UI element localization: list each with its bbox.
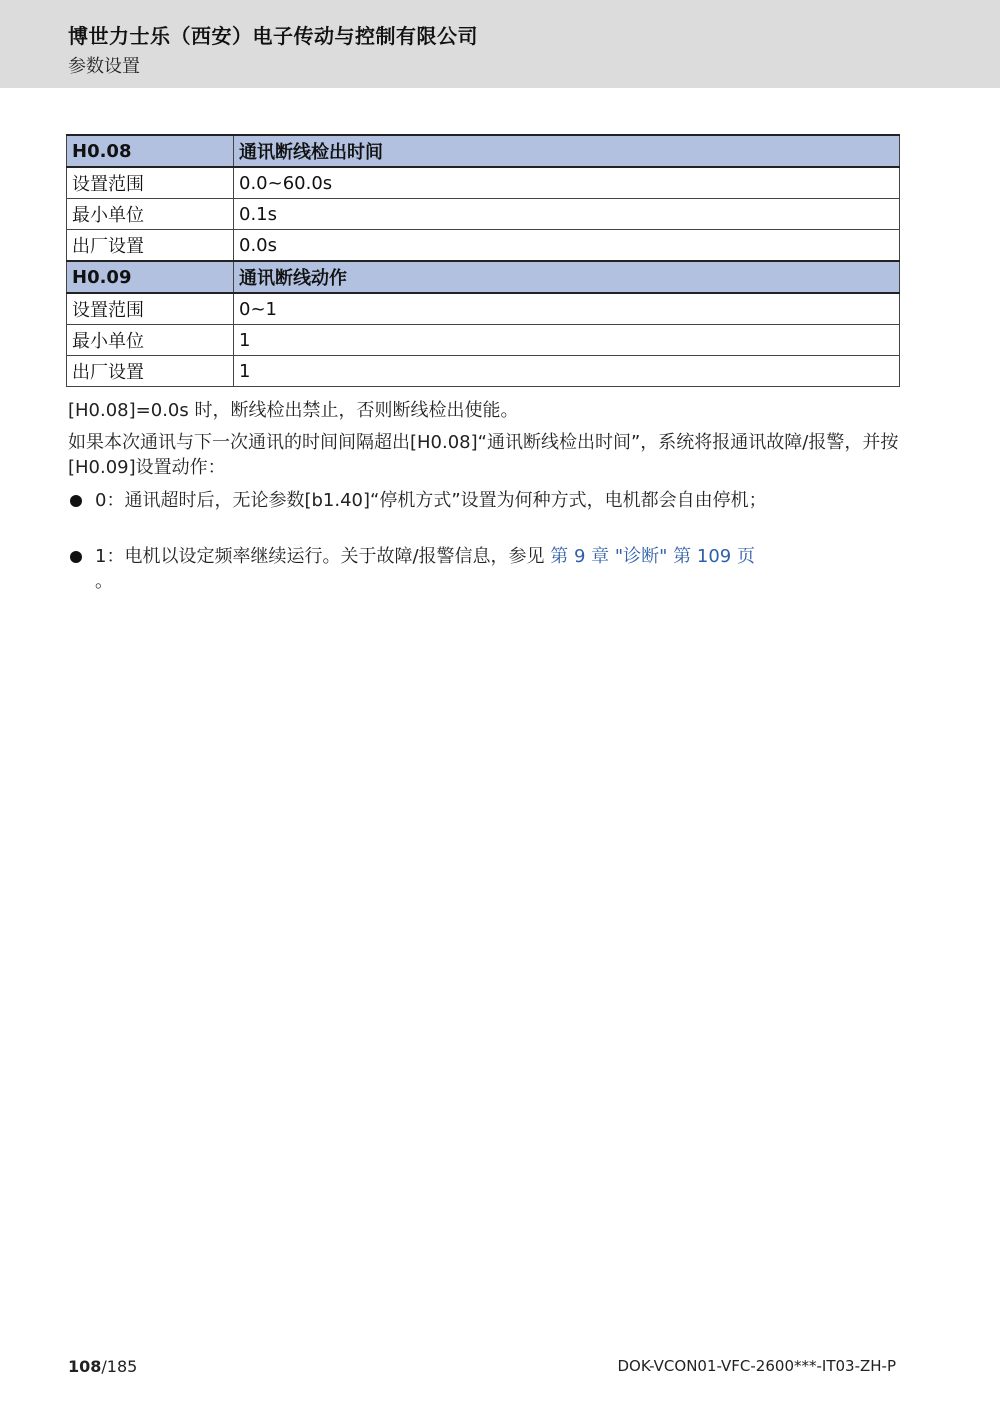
row-label: 最小单位 [67, 199, 234, 230]
page-number [68, 1357, 137, 1376]
table-row [67, 230, 900, 262]
row-value: 0.0s [234, 230, 900, 262]
document-id: DOK-VCON01-VFC-2600***-IT03-ZH-P [617, 1357, 896, 1375]
row-value: 0.1s [234, 199, 900, 230]
paragraph-timeout-description: 如果本次通讯与下一次通讯的时间间隔超出[H0.08]“通讯断线检出时间”，系统将报通讯故障/报警，并按[H0.09]设置动作： [68, 432, 899, 478]
row-label: 出厂设置 [67, 230, 234, 262]
param-header-row [67, 135, 900, 167]
table-row [67, 167, 900, 199]
table-row [67, 356, 900, 387]
list-item-text: 0：通讯超时后，无论参数[b1.40]“停机方式”设置为何种方式，电机都会自由停机； [95, 490, 767, 511]
company-name: 博世力士乐（西安）电子传动与控制有限公司 [68, 24, 478, 48]
page-total: /185 [101, 1357, 138, 1376]
table-row [67, 199, 900, 230]
table-row [67, 293, 900, 325]
table-row [67, 325, 900, 356]
chapter-reference-link[interactable]: 第 9 章 "诊断" 第 109 页 [550, 546, 755, 567]
param-code: H0.08 [67, 135, 234, 167]
list-item-end: 。 [95, 571, 113, 592]
bullet-icon [70, 495, 82, 507]
row-label: 设置范围 [67, 167, 234, 199]
section-title: 参数设置 [68, 56, 140, 77]
row-label: 设置范围 [67, 293, 234, 325]
param-name: 通讯断线动作 [234, 261, 900, 293]
list-item-content [95, 544, 900, 594]
row-label: 最小单位 [67, 325, 234, 356]
page-header [0, 0, 1000, 88]
row-value: 1 [234, 356, 900, 387]
param-code: H0.09 [67, 261, 234, 293]
param-header-row [67, 261, 900, 293]
row-value: 1 [234, 325, 900, 356]
row-value: 0~1 [234, 293, 900, 325]
page-current: 108 [68, 1357, 102, 1376]
paragraph-disable-note: [H0.08]=0.0s 时，断线检出禁止，否则断线检出使能。 [68, 400, 519, 421]
bullet-icon [70, 551, 82, 563]
row-value: 0.0~60.0s [234, 167, 900, 199]
list-item-text: 1：电机以设定频率继续运行。关于故障/报警信息，参见 [95, 546, 551, 567]
list-item [68, 544, 900, 594]
list-item [68, 488, 900, 513]
param-name: 通讯断线检出时间 [234, 135, 900, 167]
parameter-table [66, 134, 900, 387]
row-label: 出厂设置 [67, 356, 234, 387]
